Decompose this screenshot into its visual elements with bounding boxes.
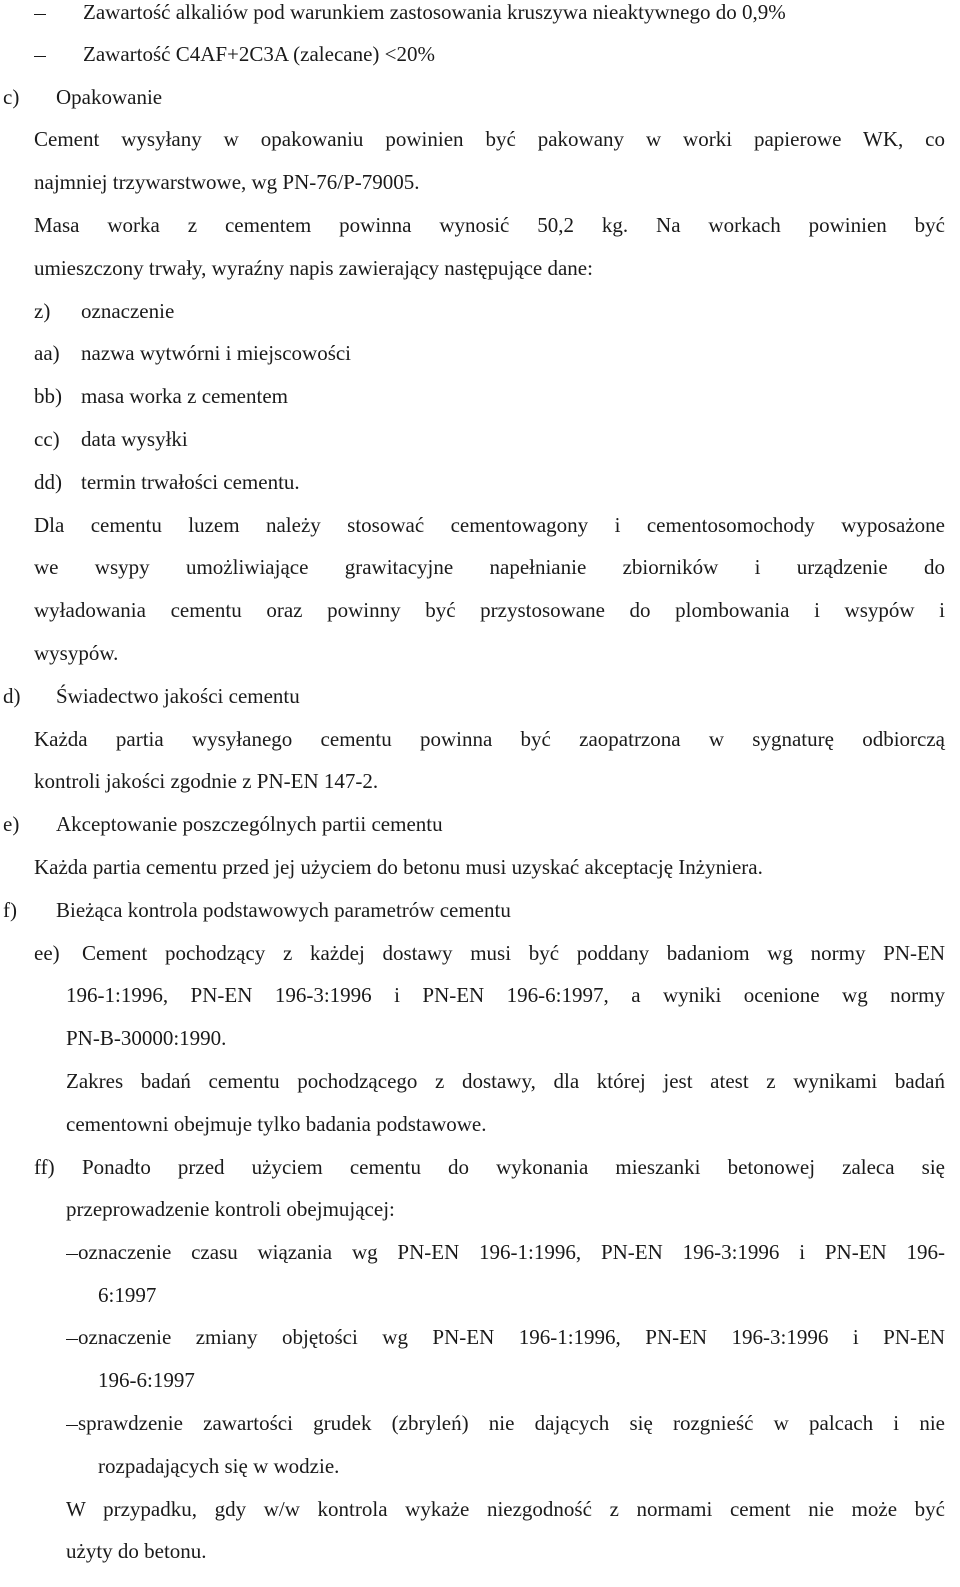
text-line: przeprowadzenie kontroli obejmującej: (66, 1197, 395, 1221)
paragraph-line (0, 118, 960, 161)
list-item-text: nazwa wytwórni i miejscowości (81, 341, 352, 365)
section-marker: e) (3, 812, 20, 836)
text-line: kontroli jakości zgodnie z PN-EN 147-2. (34, 769, 379, 793)
list-item (0, 0, 960, 34)
dash-bullet (66, 1402, 78, 1445)
list-item-text: oznaczenie (81, 299, 175, 323)
section-marker: d) (3, 684, 21, 708)
list-item (0, 375, 960, 418)
text-line: wysypów. (34, 641, 119, 665)
list-item (0, 1146, 960, 1189)
list-marker: z) (34, 299, 51, 323)
paragraph-line (0, 589, 960, 632)
list-marker: bb) (34, 384, 62, 408)
list-marker: aa) (34, 341, 60, 365)
text-line: Każda partia wysyłanego cementu powinna być zaopatrzona w sygnaturę odbiorczą (34, 727, 945, 751)
text-line: PN-B-30000:1990. (66, 1026, 227, 1050)
text-line: 196-6:1997 (98, 1368, 195, 1392)
text-line: użyty do betonu. (66, 1539, 207, 1563)
section-marker: f) (3, 898, 17, 922)
paragraph-line (0, 1017, 960, 1060)
paragraph-line (0, 1188, 960, 1231)
paragraph-line (0, 1445, 960, 1488)
paragraph-line (0, 546, 960, 589)
list-item-text: termin trwałości cementu. (81, 470, 300, 494)
list-item-text: masa worka z cementem (81, 384, 288, 408)
list-item (0, 1402, 960, 1445)
text-line: cementowni obejmuje tylko badania podstawowe. (66, 1112, 487, 1136)
text-line: we wsypy umożliwiające grawitacyjne napełnianie zbiorników i urządzenie do (34, 555, 945, 579)
paragraph-line (0, 974, 960, 1017)
text-line: Cement pochodzący z każdej dostawy musi być poddany badaniom wg normy PN-EN (82, 941, 945, 965)
text-line: Masa worka z cementem powinna wynosić 50,2 kg. Na workach powinien być (34, 213, 945, 237)
text-line: oznaczenie czasu wiązania wg PN-EN 196-1:1996, PN-EN 196-3:1996 i PN-EN 196- (78, 1240, 945, 1264)
section-title: Bieżąca kontrola podstawowych parametrów cementu (56, 898, 511, 922)
paragraph-line (0, 760, 960, 803)
list-marker: dd) (34, 470, 62, 494)
paragraph-line (0, 1103, 960, 1146)
section-marker: c) (3, 85, 20, 109)
text-line: 6:1997 (98, 1283, 157, 1307)
section-title: Akceptowanie poszczególnych partii cementu (56, 812, 443, 836)
list-marker: ff) (34, 1155, 55, 1179)
text-line: Zakres badań cementu pochodzącego z dostawy, dla której jest atest z wynikami badań (66, 1069, 945, 1093)
paragraph-line (0, 1359, 960, 1402)
text-line: wyładowania cementu oraz powinny być przystosowane do plombowania i wsypów i (34, 598, 945, 622)
section-title: Świadectwo jakości cementu (56, 684, 300, 708)
dash-bullet (34, 33, 46, 76)
paragraph-line (0, 161, 960, 204)
text-line: Dla cementu luzem należy stosować cementowagony i cementosomochody wyposażone (34, 513, 945, 537)
dash-bullet (66, 1316, 78, 1359)
paragraph-line (0, 1060, 960, 1103)
list-item (0, 332, 960, 375)
text-line: umieszczony trwały, wyraźny napis zawierający następujące dane: (34, 256, 593, 280)
list-item (0, 418, 960, 461)
section-heading-e (0, 803, 960, 846)
text-line: 196-1:1996, PN-EN 196-3:1996 i PN-EN 196-6:1997, a wyniki ocenione wg normy (66, 983, 945, 1007)
paragraph-line (0, 1274, 960, 1317)
list-item (0, 1231, 960, 1274)
dash-bullet (66, 1231, 78, 1274)
section-heading-c (0, 76, 960, 119)
list-marker: cc) (34, 427, 60, 451)
list-item-text: data wysyłki (81, 427, 188, 451)
text-line: Ponadto przed użyciem cementu do wykonania mieszanki betonowej zaleca się (82, 1155, 945, 1179)
list-item (0, 461, 960, 504)
text-line: najmniej trzywarstwowe, wg PN-76/P-79005. (34, 170, 420, 194)
text-line: W przypadku, gdy w/w kontrola wykaże niezgodność z normami cement nie może być (66, 1497, 945, 1521)
text-line: Każda partia cementu przed jej użyciem do betonu musi uzyskać akceptację Inżyniera. (34, 855, 763, 879)
dash-bullet (34, 0, 46, 34)
paragraph-line (0, 1530, 960, 1573)
list-item-text: Zawartość alkaliów pod warunkiem zastosowania kruszywa nieaktywnego do 0,9% (83, 0, 786, 24)
section-title: Opakowanie (56, 85, 163, 109)
paragraph-line (0, 632, 960, 675)
list-item (0, 932, 960, 975)
section-heading-f (0, 889, 960, 932)
paragraph-line (0, 1488, 960, 1531)
paragraph-line (0, 204, 960, 247)
text-line: oznaczenie zmiany objętości wg PN-EN 196-1:1996, PN-EN 196-3:1996 i PN-EN (78, 1325, 945, 1349)
paragraph-line (0, 846, 960, 889)
text-line: Cement wysyłany w opakowaniu powinien być pakowany w worki papierowe WK, co (34, 127, 945, 151)
list-item (0, 290, 960, 333)
paragraph-line (0, 247, 960, 290)
section-heading-d (0, 675, 960, 718)
list-item-text: Zawartość C4AF+2C3A (zalecane) <20% (83, 42, 435, 66)
text-line: rozpadających się w wodzie. (98, 1454, 340, 1478)
paragraph-line (0, 718, 960, 761)
list-marker: ee) (34, 941, 60, 965)
list-item (0, 1316, 960, 1359)
paragraph-line (0, 504, 960, 547)
text-line: sprawdzenie zawartości grudek (zbryleń) nie dających się rozgnieść w palcach i nie (78, 1411, 945, 1435)
list-item (0, 33, 960, 76)
